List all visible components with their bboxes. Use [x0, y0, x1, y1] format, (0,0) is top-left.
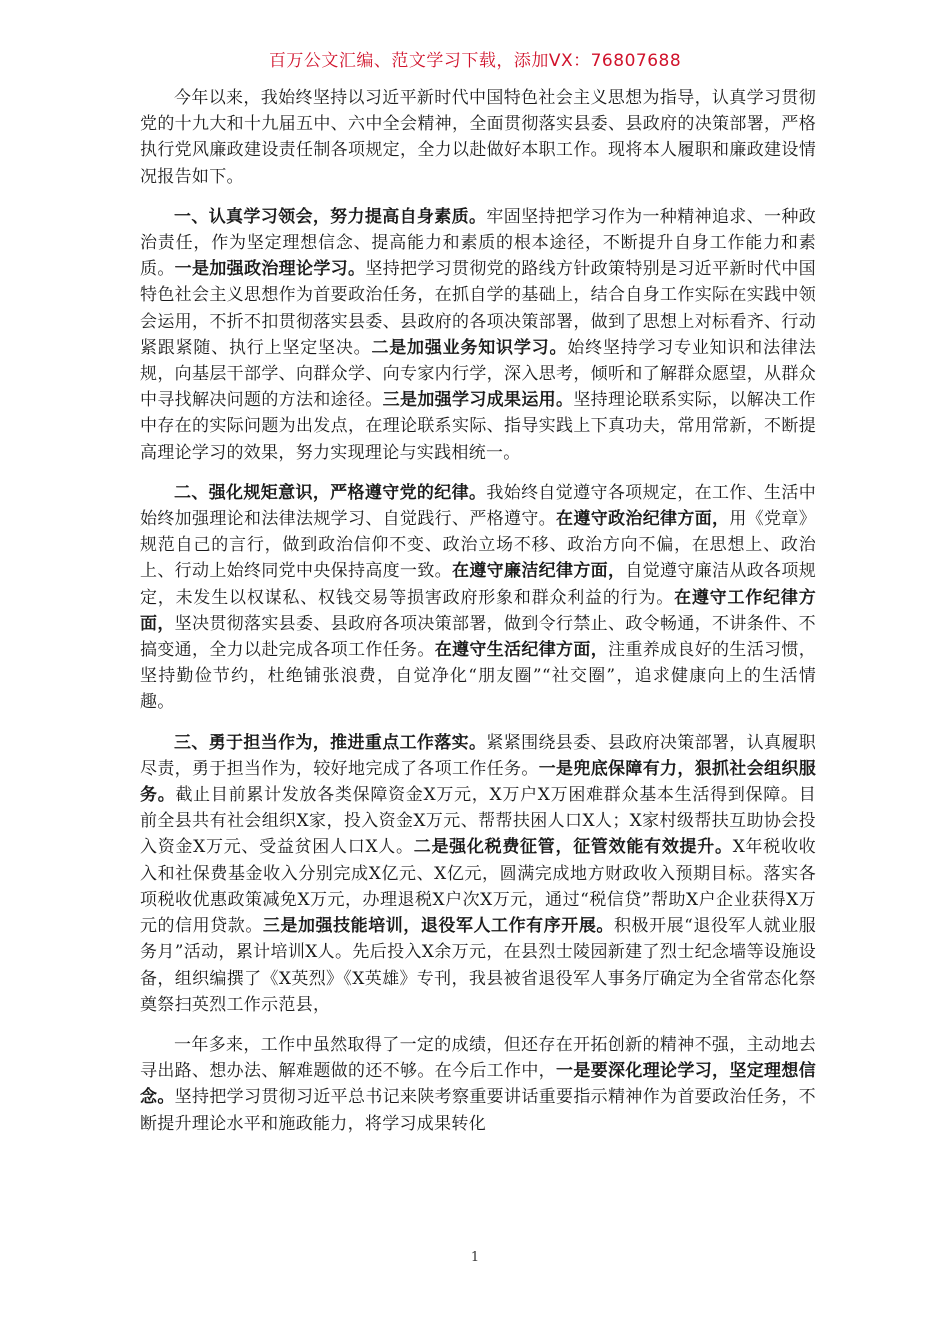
bold-heading-run: 在遵守生活纪律方面，: [434, 640, 609, 661]
bold-heading-run: 一是加强政治理论学习。: [174, 259, 366, 280]
text-run: X年税收收入和社保费基金收入分别完成X亿元、X亿元，圆满完成地方财政收入预期目标。落实各项税收优惠政策减免X万元，办理退税X户次X万元，通过“税信贷”帮助X户企业获得X万元的信用贷款。: [140, 837, 816, 937]
document-body: [140, 85, 816, 1151]
text-run: 坚持理论联系实际，以解决工作中存在的实际问题为出发点，在理论联系实际、指导实践上下真功夫，常用常新，不断提高理论学习的效果，努力实现理论与实践相统一。: [140, 390, 816, 463]
bold-heading-run: 一、认真学习领会，努力提高自身素质。: [174, 206, 487, 227]
bold-heading-run: 一是兜底保障有力，狠抓社会组织服务。: [140, 758, 816, 806]
text-run: 截止目前累计发放各类保障资金X万元，X万户X万困难群众基本生活得到保障。目前全县共有社会组织X家，投入资金X万元、帮帮扶困人口X人；X家村级帮扶互助协会投入资金X万元、受益贫困人口X人。: [140, 785, 817, 858]
bold-heading-run: 二是加强业务知识学习。: [371, 337, 568, 358]
text-run: 一年多来，工作中虽然取得了一定的成绩，但还存在开拓创新的精神不强，主动地去寻出路、想办法、解难题做的还不够。在今后工作中，: [140, 1034, 816, 1082]
paragraph: [140, 480, 816, 716]
bold-heading-run: 二、强化规矩意识，严格遵守党的纪律。: [174, 482, 487, 503]
text-run: 用《党章》规范自己的言行，做到政治信仰不变、政治立场不移、政治方向不偏，在思想上、政治上、行动上始终同党中央保持高度一致。: [140, 509, 817, 582]
bold-heading-run: 三是加强学习成果运用。: [382, 390, 574, 411]
page-number: 1: [470, 1250, 480, 1265]
text-run: 积极开展“退役军人就业服务月”活动，累计培训X人。先后投入X余万元，在县烈士陵园新建了烈士纪念墙等设施设备，组织编撰了《X英烈》《X英雄》专刊，我县被省退役军人事务厅确定为全省常态化祭奠祭扫英烈工作示范县，: [140, 916, 817, 1015]
paragraph: [140, 730, 816, 1018]
text-run: 自觉遵守廉洁从政各项规定，未发生以权谋私、权钱交易等损害政府形象和群众利益的行为。: [140, 561, 816, 608]
text-run: 坚决贯彻落实县委、县政府各项决策部署，做到令行禁止、政令畅通，不讲条件、不搞变通，全力以赴完成各项工作任务。: [140, 613, 816, 661]
bold-heading-run: 三、勇于担当作为，推进重点工作落实。: [174, 732, 487, 753]
text-run: 我始终自觉遵守各项规定，在工作、生活中始终加强理论和法律法规学习、自觉践行、严格遵守。: [140, 482, 817, 530]
bold-heading-run: 一是要深化理论学习，坚定理想信念。: [140, 1061, 817, 1108]
bold-heading-run: 在遵守政治纪律方面，: [556, 509, 730, 530]
bold-heading-run: 三是加强技能培训，退役军人工作有序开展。: [262, 916, 614, 937]
text-run: 注重养成良好的生活习惯，坚持勤俭节约，杜绝铺张浪费，自觉净化“朋友圈”“社交圈”，追求健康向上的生活情趣。: [140, 640, 817, 713]
text-run: 坚持把学习贯彻党的路线方针政策特别是习近平新时代中国特色社会主义思想作为首要政治任务，在抓自学的基础上，结合自身工作实际在实践中领会运用，不折不扣贯彻落实县委、县政府的各项决策部署，做到了思想上对标看齐、行动紧跟紧随、执行上坚定坚决。: [140, 259, 816, 358]
text-run: 牢固坚持把学习作为一种精神追求、一种政治责任，作为坚定理想信念、提高能力和素质的根本途径，不断提升自身工作能力和素质。: [140, 206, 817, 280]
header-banner: 百万公文汇编、范文学习下载，添加VX：76807688: [268, 51, 682, 71]
bold-heading-run: 二是强化税费征管，征管效能有效提升。: [413, 837, 733, 858]
text-run: 始终坚持学习专业知识和法律法规，向基层干部学、向群众学、向专家内行学，深入思考，倾听和了解群众愿望，从群众中寻找解决问题的方法和途径。: [140, 337, 816, 411]
paragraph: [140, 85, 816, 190]
paragraph: [140, 204, 816, 466]
bold-heading-run: 在遵守廉洁纪律方面，: [452, 561, 626, 582]
text-run: 紧紧围绕县委、县政府决策部署，认真履职尽责，勇于担当作为，较好地完成了各项工作任务。: [140, 732, 817, 779]
bold-heading-run: 在遵守工作纪律方面，: [140, 587, 816, 634]
paragraph: [140, 1032, 816, 1137]
text-run: 坚持把学习贯彻习近平总书记来陕考察重要讲话重要指示精神作为首要政治任务，不断提升理论水平和施政能力，将学习成果转化: [140, 1087, 816, 1134]
text-run: 今年以来，我始终坚持以习近平新时代中国特色社会主义思想为指导，认真学习贯彻党的十九大和十九届五中、六中全会精神，全面贯彻落实县委、县政府的决策部署，严格执行党风廉政建设责任制各项规定，全力以赴做好本职工作。现将本人履职和廉政建设情况报告如下。: [140, 88, 816, 187]
